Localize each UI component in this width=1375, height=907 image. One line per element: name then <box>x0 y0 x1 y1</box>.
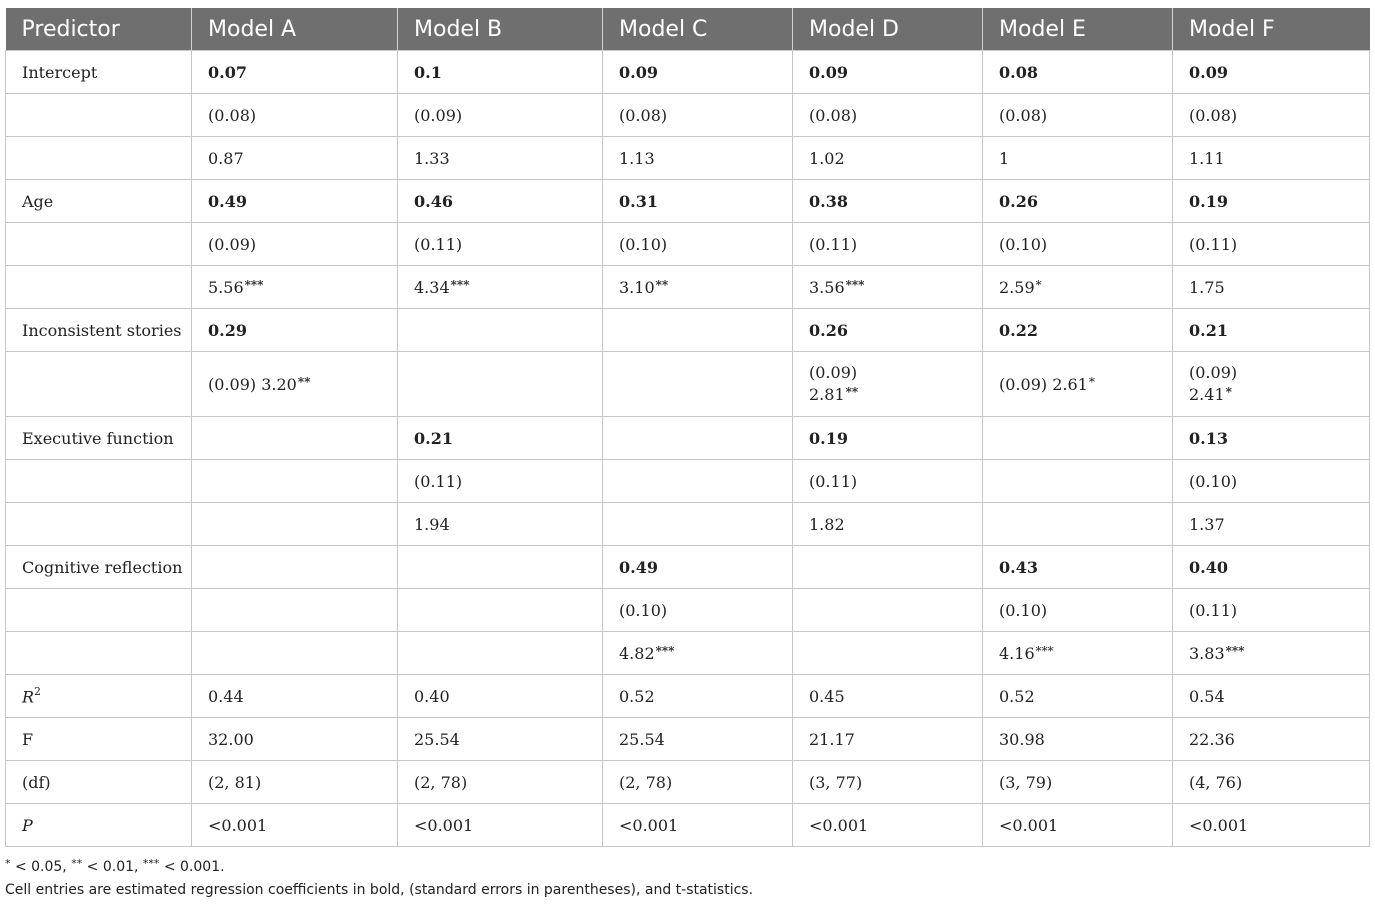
predictor-label: Intercept <box>22 62 98 82</box>
value-cell <box>793 632 983 675</box>
predictor-label: F <box>22 729 34 749</box>
predictor-cell <box>6 675 192 718</box>
cell-value: (0.10) <box>1189 471 1238 491</box>
value-cell <box>793 804 983 847</box>
cell-value: 0.45 <box>809 686 845 706</box>
regression-table <box>5 8 1370 847</box>
cell-value: 1.33 <box>414 148 450 168</box>
value-cell <box>398 51 603 94</box>
table-row <box>6 352 1370 417</box>
value-cell <box>983 180 1173 223</box>
value-cell <box>603 632 793 675</box>
value-cell <box>603 51 793 94</box>
table-row <box>6 223 1370 266</box>
value-cell <box>983 632 1173 675</box>
table-row <box>6 51 1370 94</box>
cell-value: 1.37 <box>1189 514 1225 534</box>
header-model-e: Model E <box>983 8 1173 51</box>
significance-note <box>5 856 753 879</box>
table-body <box>6 51 1370 847</box>
sig-text-1: < 0.05, <box>10 859 72 875</box>
value-cell <box>1173 718 1370 761</box>
table-row <box>6 718 1370 761</box>
significance-stars: ** <box>845 384 859 399</box>
value-cell <box>983 137 1173 180</box>
cell-value: <0.001 <box>809 815 869 835</box>
header-predictor: Predictor <box>6 8 192 51</box>
caption-note: Cell entries are estimated regression coefficients in bold, (standard errors in parentheses), and t-statistics. <box>5 882 754 898</box>
value-cell <box>1173 675 1370 718</box>
value-cell <box>793 460 983 503</box>
value-cell <box>1173 503 1370 546</box>
predictor-cell <box>6 309 192 352</box>
value-cell <box>1173 223 1370 266</box>
cell-value: 0.54 <box>1189 686 1225 706</box>
cell-value: 0.21 <box>1189 320 1228 340</box>
cell-value: 25.54 <box>414 729 460 749</box>
value-cell <box>1173 761 1370 804</box>
cell-value: 1 <box>999 148 1010 168</box>
header-model-f: Model F <box>1173 8 1370 51</box>
value-cell <box>603 94 793 137</box>
predictor-label: Age <box>22 191 54 211</box>
value-cell <box>398 589 603 632</box>
predictor-superscript: 2 <box>34 684 42 698</box>
cell-value: 1.82 <box>809 514 845 534</box>
cell-value: (0.09) <box>208 234 257 254</box>
value-cell <box>793 180 983 223</box>
predictor-cell <box>6 223 192 266</box>
value-cell <box>1173 417 1370 460</box>
cell-value: 0.87 <box>208 148 244 168</box>
value-cell <box>398 417 603 460</box>
value-cell <box>1173 352 1370 417</box>
cell-value: 0.13 <box>1189 428 1228 448</box>
cell-value: 1.75 <box>1189 277 1225 297</box>
value-cell <box>1173 309 1370 352</box>
cell-value: 0.09 <box>619 62 658 82</box>
cell-value: (0.11) <box>414 234 463 254</box>
value-cell <box>192 309 398 352</box>
cell-value: (4, 76) <box>1189 772 1243 792</box>
predictor-cell <box>6 761 192 804</box>
regression-table-container <box>5 8 1369 847</box>
value-cell <box>192 675 398 718</box>
value-cell <box>398 223 603 266</box>
value-cell <box>398 804 603 847</box>
predictor-cell <box>6 804 192 847</box>
value-cell <box>1173 546 1370 589</box>
cell-value: 1.11 <box>1189 148 1225 168</box>
value-cell <box>793 417 983 460</box>
significance-stars: *** <box>244 277 264 292</box>
cell-value: 4.34 <box>414 277 450 297</box>
predictor-cell <box>6 632 192 675</box>
table-notes <box>5 856 753 901</box>
cell-value: 1.02 <box>809 148 845 168</box>
cell-value: (0.10) <box>999 600 1048 620</box>
cell-value-t: 2.41 <box>1189 384 1225 404</box>
predictor-label: R <box>22 687 35 707</box>
value-cell <box>603 266 793 309</box>
cell-value: 0.1 <box>414 62 442 82</box>
significance-stars: * <box>1035 277 1042 292</box>
predictor-label: P <box>22 815 33 835</box>
table-row <box>6 417 1370 460</box>
value-cell <box>603 503 793 546</box>
value-cell <box>603 546 793 589</box>
table-row <box>6 589 1370 632</box>
cell-value: 0.09 <box>809 62 848 82</box>
value-cell <box>793 761 983 804</box>
value-cell <box>793 223 983 266</box>
value-cell <box>398 546 603 589</box>
cell-value: (0.08) <box>208 105 257 125</box>
significance-stars: *** <box>1225 643 1245 658</box>
value-cell <box>192 137 398 180</box>
value-cell <box>793 51 983 94</box>
value-cell <box>1173 137 1370 180</box>
value-cell <box>398 632 603 675</box>
cell-value: 22.36 <box>1189 729 1235 749</box>
value-cell <box>983 675 1173 718</box>
significance-stars: *** <box>655 643 675 658</box>
value-cell <box>983 460 1173 503</box>
predictor-cell <box>6 503 192 546</box>
value-cell <box>1173 94 1370 137</box>
cell-value: 0.49 <box>619 557 658 577</box>
cell-value: 2.59 <box>999 277 1035 297</box>
value-cell <box>603 417 793 460</box>
cell-value: (0.11) <box>809 471 858 491</box>
value-cell <box>793 589 983 632</box>
cell-value: 30.98 <box>999 729 1045 749</box>
cell-value: (0.11) <box>1189 600 1238 620</box>
value-cell <box>1173 51 1370 94</box>
cell-value: (0.09) 3.20 <box>208 374 297 394</box>
value-cell <box>192 718 398 761</box>
cell-value: 1.13 <box>619 148 655 168</box>
predictor-cell <box>6 460 192 503</box>
cell-value: 0.38 <box>809 191 848 211</box>
table-row <box>6 675 1370 718</box>
predictor-cell <box>6 94 192 137</box>
cell-value: 0.26 <box>809 320 848 340</box>
cell-value: (0.09) <box>414 105 463 125</box>
cell-value: 0.40 <box>1189 557 1228 577</box>
significance-stars: * <box>1088 374 1095 389</box>
cell-value-t: 2.81 <box>809 384 845 404</box>
cell-value: (0.11) <box>414 471 463 491</box>
cell-value: (0.09) 2.61 <box>999 374 1088 394</box>
value-cell <box>983 503 1173 546</box>
table-row <box>6 546 1370 589</box>
cell-value: 3.56 <box>809 277 845 297</box>
predictor-cell <box>6 546 192 589</box>
cell-value: (0.10) <box>619 234 668 254</box>
cell-value: 25.54 <box>619 729 665 749</box>
cell-value: 0.49 <box>208 191 247 211</box>
value-cell <box>192 51 398 94</box>
cell-value: 0.40 <box>414 686 450 706</box>
value-cell <box>603 223 793 266</box>
significance-stars: *** <box>845 277 865 292</box>
cell-value: 3.83 <box>1189 643 1225 663</box>
value-cell <box>398 94 603 137</box>
sig-symbol-3: *** <box>142 857 160 870</box>
value-cell <box>603 460 793 503</box>
table-header-row <box>6 8 1370 51</box>
cell-value: 0.31 <box>619 191 658 211</box>
cell-value: <0.001 <box>1189 815 1249 835</box>
value-cell <box>192 180 398 223</box>
value-cell <box>983 266 1173 309</box>
value-cell <box>192 503 398 546</box>
value-cell <box>983 718 1173 761</box>
table-row <box>6 632 1370 675</box>
table-row <box>6 266 1370 309</box>
cell-value: 0.52 <box>999 686 1035 706</box>
cell-value: <0.001 <box>208 815 268 835</box>
cell-value: (3, 79) <box>999 772 1053 792</box>
cell-value: 0.09 <box>1189 62 1228 82</box>
value-cell <box>192 417 398 460</box>
cell-value: (0.09) <box>1189 362 1238 382</box>
cell-value: <0.001 <box>414 815 474 835</box>
cell-value: (3, 77) <box>809 772 863 792</box>
cell-value: 1.94 <box>414 514 450 534</box>
predictor-cell <box>6 137 192 180</box>
value-cell <box>398 352 603 417</box>
table-row <box>6 460 1370 503</box>
table-row <box>6 761 1370 804</box>
sig-text-3: < 0.001. <box>159 859 225 875</box>
cell-value: 0.21 <box>414 428 453 448</box>
cell-value: 0.43 <box>999 557 1038 577</box>
predictor-label: Inconsistent stories <box>22 320 182 340</box>
value-cell <box>603 804 793 847</box>
table-row <box>6 180 1370 223</box>
value-cell <box>192 94 398 137</box>
value-cell <box>603 761 793 804</box>
value-cell <box>603 180 793 223</box>
value-cell <box>603 137 793 180</box>
value-cell <box>793 309 983 352</box>
value-cell <box>793 352 983 417</box>
value-cell <box>1173 632 1370 675</box>
cell-value: 4.16 <box>999 643 1035 663</box>
predictor-label: Cognitive reflection <box>22 557 183 577</box>
cell-value: 0.26 <box>999 191 1038 211</box>
value-cell <box>793 137 983 180</box>
predictor-cell <box>6 417 192 460</box>
value-cell <box>398 761 603 804</box>
predictor-cell <box>6 266 192 309</box>
cell-value: (0.10) <box>619 600 668 620</box>
predictor-label: (df) <box>22 772 51 792</box>
value-cell <box>192 804 398 847</box>
header-model-c: Model C <box>603 8 793 51</box>
cell-value: 3.10 <box>619 277 655 297</box>
value-cell <box>793 503 983 546</box>
predictor-cell <box>6 352 192 417</box>
cell-value: <0.001 <box>619 815 679 835</box>
cell-value: (2, 81) <box>208 772 262 792</box>
sig-symbol-1: * <box>5 857 11 870</box>
cell-value: 0.44 <box>208 686 244 706</box>
value-cell <box>603 675 793 718</box>
value-cell <box>1173 266 1370 309</box>
value-cell <box>398 180 603 223</box>
value-cell <box>398 266 603 309</box>
cell-value: (2, 78) <box>619 772 673 792</box>
sig-text-2: < 0.01, <box>82 859 143 875</box>
significance-stars: ** <box>655 277 669 292</box>
cell-value: 21.17 <box>809 729 855 749</box>
value-cell <box>1173 180 1370 223</box>
value-cell <box>192 632 398 675</box>
value-cell <box>983 51 1173 94</box>
cell-value: 32.00 <box>208 729 254 749</box>
cell-value: <0.001 <box>999 815 1059 835</box>
significance-stars: * <box>1225 384 1232 399</box>
value-cell <box>983 94 1173 137</box>
table-row <box>6 804 1370 847</box>
significance-stars: *** <box>450 277 470 292</box>
value-cell <box>398 675 603 718</box>
cell-value: (0.11) <box>809 234 858 254</box>
value-cell <box>603 589 793 632</box>
predictor-cell <box>6 51 192 94</box>
predictor-cell <box>6 180 192 223</box>
value-cell <box>793 266 983 309</box>
cell-value: 4.82 <box>619 643 655 663</box>
header-model-d: Model D <box>793 8 983 51</box>
cell-value: (0.08) <box>999 105 1048 125</box>
value-cell <box>983 546 1173 589</box>
cell-value: (0.08) <box>809 105 858 125</box>
cell-value: 0.08 <box>999 62 1038 82</box>
sig-symbol-2: ** <box>71 857 83 870</box>
value-cell <box>603 352 793 417</box>
table-row <box>6 94 1370 137</box>
value-cell <box>192 589 398 632</box>
value-cell <box>398 503 603 546</box>
value-cell <box>192 223 398 266</box>
value-cell <box>983 417 1173 460</box>
predictor-cell <box>6 589 192 632</box>
header-model-b: Model B <box>398 8 603 51</box>
cell-value: 0.22 <box>999 320 1038 340</box>
value-cell <box>983 589 1173 632</box>
predictor-cell <box>6 718 192 761</box>
cell-value: 5.56 <box>208 277 244 297</box>
value-cell <box>793 94 983 137</box>
cell-value: (2, 78) <box>414 772 468 792</box>
value-cell <box>398 137 603 180</box>
value-cell <box>1173 460 1370 503</box>
value-cell <box>192 546 398 589</box>
value-cell <box>1173 804 1370 847</box>
cell-value: 0.19 <box>1189 191 1228 211</box>
value-cell <box>398 309 603 352</box>
cell-value: 0.19 <box>809 428 848 448</box>
value-cell <box>793 675 983 718</box>
value-cell <box>192 352 398 417</box>
value-cell <box>793 546 983 589</box>
value-cell <box>793 718 983 761</box>
header-model-a: Model A <box>192 8 398 51</box>
cell-value: (0.08) <box>619 105 668 125</box>
value-cell <box>603 309 793 352</box>
table-row <box>6 309 1370 352</box>
value-cell <box>192 460 398 503</box>
table-row <box>6 503 1370 546</box>
cell-value: 0.52 <box>619 686 655 706</box>
cell-value: 0.29 <box>208 320 247 340</box>
significance-stars: ** <box>297 374 311 389</box>
value-cell <box>603 718 793 761</box>
value-cell <box>983 761 1173 804</box>
value-cell <box>983 804 1173 847</box>
table-row <box>6 137 1370 180</box>
cell-value: (0.08) <box>1189 105 1238 125</box>
value-cell <box>983 223 1173 266</box>
cell-value: 0.07 <box>208 62 247 82</box>
value-cell <box>1173 589 1370 632</box>
cell-value: (0.10) <box>999 234 1048 254</box>
value-cell <box>192 266 398 309</box>
value-cell <box>398 718 603 761</box>
predictor-label: Executive function <box>22 428 174 448</box>
significance-stars: *** <box>1035 643 1054 658</box>
value-cell <box>192 761 398 804</box>
cell-value: (0.09) <box>809 362 858 382</box>
value-cell <box>983 352 1173 417</box>
value-cell <box>398 460 603 503</box>
cell-value: 0.46 <box>414 191 453 211</box>
cell-value: (0.11) <box>1189 234 1238 254</box>
value-cell <box>983 309 1173 352</box>
